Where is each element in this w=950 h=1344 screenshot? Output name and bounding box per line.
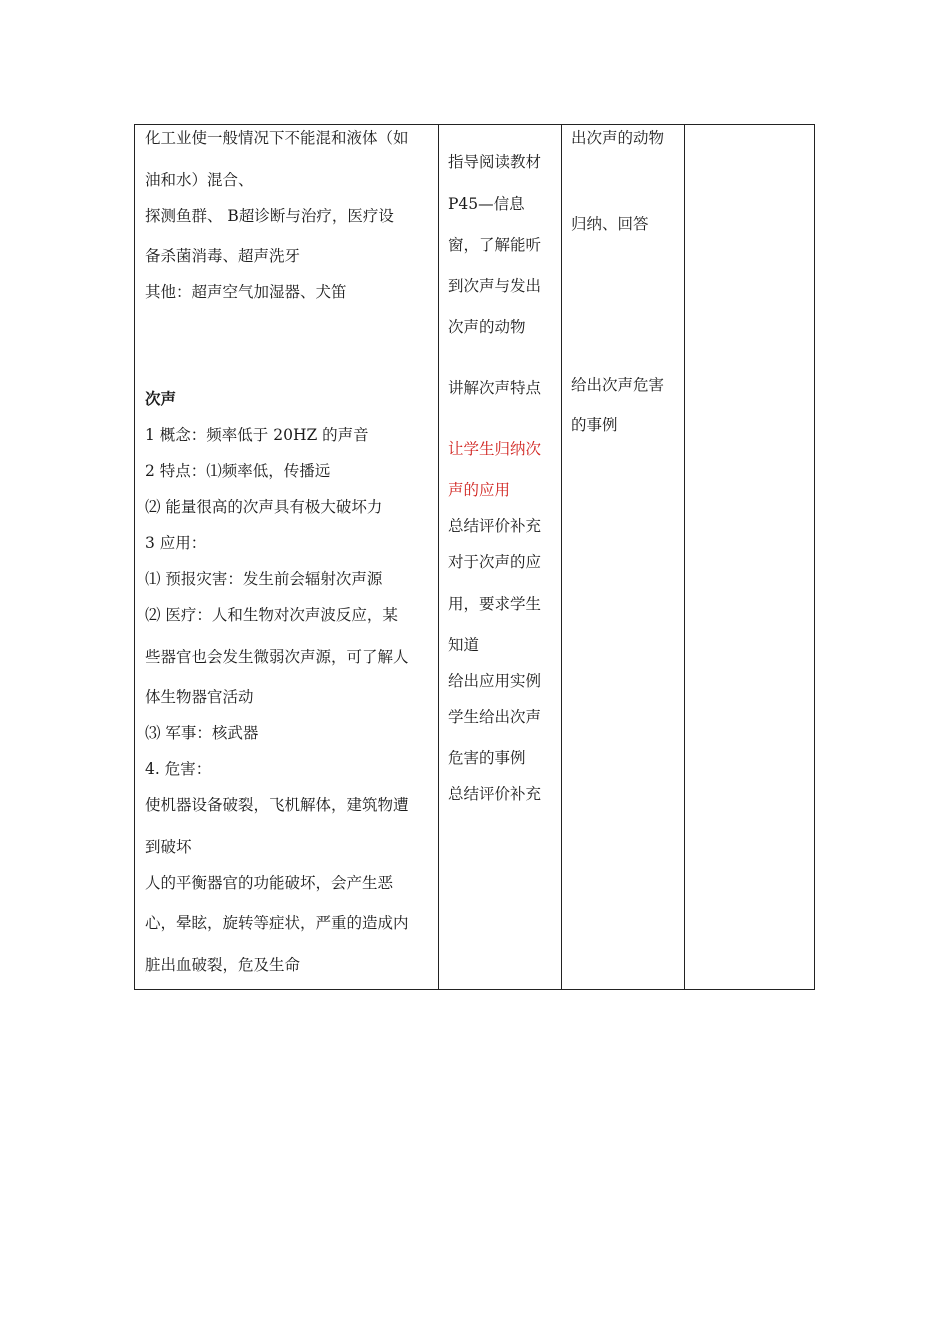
content-line: 2 特点：⑴频率低，传播远 <box>145 462 331 480</box>
activity-line: 学生给出次声 <box>448 708 542 726</box>
content-line: 体生物器官活动 <box>145 688 254 706</box>
activity-line: 总结评价补充 <box>448 517 542 535</box>
content-line: 探测鱼群、 B超诊断与治疗，医疗设 <box>145 207 394 225</box>
activity-line: 知道 <box>448 636 480 654</box>
lesson-table <box>134 124 815 990</box>
content-line: 使机器设备破裂，飞机解体，建筑物遭 <box>145 796 409 814</box>
content-line: 脏出血破裂，危及生命 <box>145 956 301 974</box>
content-line: 3 应用： <box>145 534 207 552</box>
activity-line: 指导阅读教材 <box>448 153 542 171</box>
activity-line: 窗，了解能听 <box>448 236 542 254</box>
student-line: 出次声的动物 <box>571 129 665 147</box>
activity-line: 到次声与发出 <box>448 277 542 295</box>
teacher-activity-cell <box>438 125 561 989</box>
student-line: 给出次声危害 <box>571 376 665 394</box>
content-line: ⑵ 医疗：人和生物对次声波反应，某 <box>145 606 398 624</box>
content-line: ⑴ 预报灾害：发生前会辐射次声源 <box>145 570 383 588</box>
content-line: 到破坏 <box>145 838 192 856</box>
activity-line: 对于次声的应 <box>448 553 542 571</box>
content-line: ⑶ 军事：核武器 <box>145 724 259 742</box>
activity-line: 次声的动物 <box>448 318 526 336</box>
notes-cell <box>684 125 814 989</box>
content-line: 化工业使一般情况下不能混和液体（如 <box>145 129 409 147</box>
content-line: 心，晕眩，旋转等症状，严重的造成内 <box>145 914 409 932</box>
activity-line: P45—信息 <box>448 195 525 213</box>
highlighted-activity-line: 声的应用 <box>448 481 511 499</box>
content-line: 1 概念：频率低于 20HZ 的声音 <box>145 426 369 444</box>
content-line: 备杀菌消毒、超声洗牙 <box>145 247 301 265</box>
content-line: 些器官也会发生微弱次声源，可了解人 <box>145 648 409 666</box>
content-cell <box>135 125 438 989</box>
content-line: 4. 危害： <box>145 760 212 778</box>
section-heading: 次声 <box>145 389 177 408</box>
activity-line: 用，要求学生 <box>448 595 542 613</box>
student-line: 的事例 <box>571 416 618 434</box>
activity-line: 总结评价补充 <box>448 785 542 803</box>
activity-line: 给出应用实例 <box>448 672 542 690</box>
highlighted-activity-line: 让学生归纳次 <box>448 440 542 458</box>
activity-line: 危害的事例 <box>448 749 526 767</box>
content-line: 人的平衡器官的功能破坏，会产生恶 <box>145 874 394 892</box>
content-line: 其他：超声空气加湿器、犬笛 <box>145 283 347 301</box>
student-line: 归纳、回答 <box>571 215 649 233</box>
content-line: ⑵ 能量很高的次声具有极大破坏力 <box>145 498 383 516</box>
activity-line: 讲解次声特点 <box>448 379 542 397</box>
content-line: 油和水）混合、 <box>145 171 254 189</box>
student-activity-cell <box>561 125 684 989</box>
